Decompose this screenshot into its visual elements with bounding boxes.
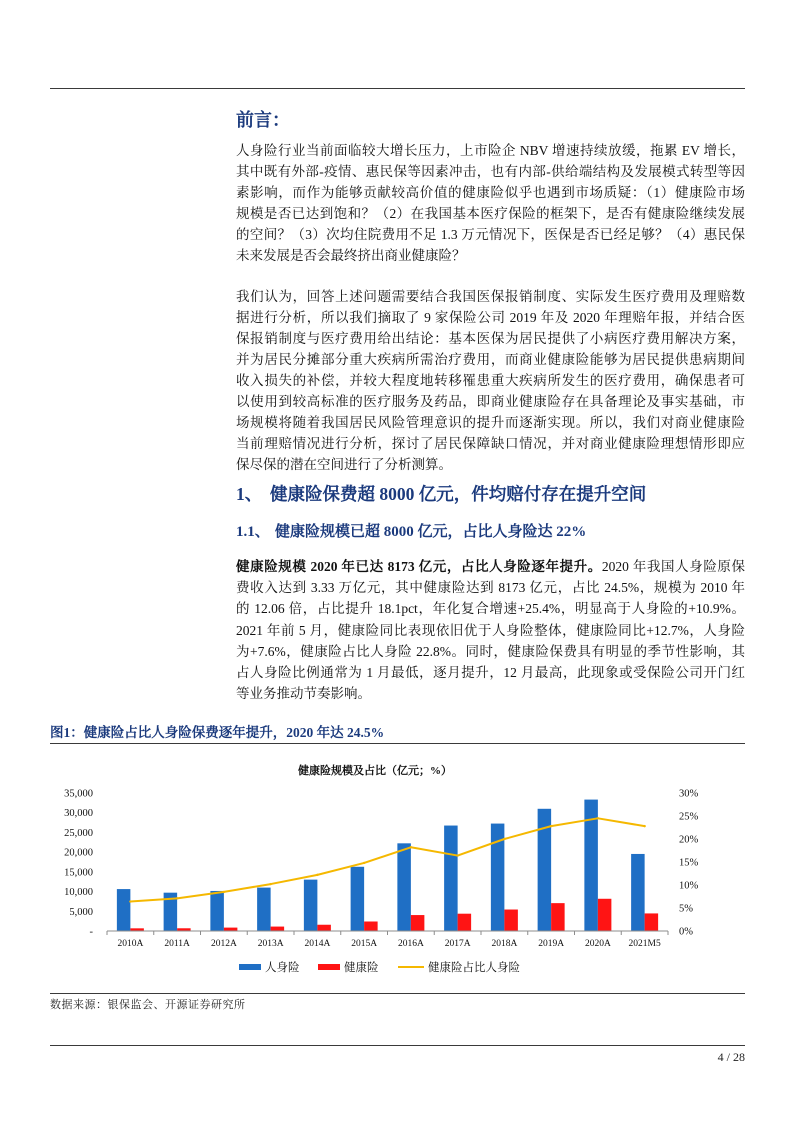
caption-rule	[50, 743, 745, 744]
y-right-tick-label: 15%	[679, 857, 699, 869]
paragraph-line: 未来发展是否会最终挤出商业健康险？	[236, 248, 466, 263]
paragraph-line: 当前理赔情况进行分析，探讨了居民保障缺口情况，并对商业健康险理想情形即应	[236, 436, 745, 451]
bar-health-insurance-2015A	[364, 921, 378, 931]
point-health-share-2012A	[223, 891, 225, 893]
line-health-share	[130, 818, 644, 901]
x-tick-label: 2016A	[397, 939, 424, 949]
legend-marker-health-insurance	[318, 964, 340, 970]
x-tick-label: 2011A	[164, 939, 190, 949]
x-tick-label: 2013A	[257, 939, 284, 949]
premium-chart	[50, 750, 745, 990]
y-left-tick-label: 35,000	[64, 788, 93, 800]
foreword-paragraph-2	[236, 286, 745, 475]
bar-health-insurance-2014A	[317, 925, 331, 931]
legend-label-life-insurance: 人身险	[265, 962, 300, 974]
bar-life-insurance-2012A	[210, 891, 224, 931]
paragraph-line: 保尽保的潜在空间进行了分析测算。	[236, 457, 452, 472]
x-tick-label: 2018A	[491, 939, 518, 949]
y-left-tick-label: 15,000	[64, 867, 93, 879]
y-left-tick-label: 10,000	[64, 887, 93, 899]
figure-caption: 图1：健康险占比人身险保费逐年提升，2020 年达 24.5%	[50, 725, 385, 740]
point-health-share-2017A	[456, 854, 458, 856]
foreword-heading: 前言：	[236, 110, 290, 130]
legend-label-health-insurance: 健康险	[344, 962, 379, 974]
x-tick-label: 2015A	[351, 939, 378, 949]
point-health-share-2019A	[550, 825, 552, 827]
paragraph-line: 收入损失的补偿，并较大程度地转移罹患重大疾病所发生的医疗费用，确保患者可	[236, 373, 745, 388]
y-right-tick-label: 25%	[679, 811, 699, 823]
y-right-tick-label: 0%	[679, 926, 693, 938]
page-number: 4 / 28	[717, 1050, 745, 1064]
y-left-tick-label: -	[89, 926, 93, 938]
y-right-tick-label: 10%	[679, 880, 699, 892]
bar-health-insurance-2021M5	[645, 913, 659, 931]
bar-life-insurance-2010A	[117, 889, 131, 931]
point-health-share-2016A	[410, 846, 412, 848]
bar-health-insurance-2017A	[458, 914, 472, 931]
paragraph-line: 保报销制度与医疗费用给出结论：基本医保为居民提供了小病医疗费用解决方案，	[236, 331, 745, 346]
paragraph-line: 的 12.06 倍，占比提升 18.1pct，年化复合增速+25.4%，明显高于人身险的+10.9%。	[236, 601, 745, 617]
bar-life-insurance-2021M5	[631, 854, 645, 931]
y-left-tick-label: 25,000	[64, 827, 93, 839]
paragraph-line: 等业务推动节奏影响。	[236, 686, 371, 702]
paragraph-line: 以使用到较高标准的医疗服务及药品，即商业健康险存在具备理论及事实基础，市	[236, 394, 745, 409]
bar-life-insurance-2014A	[304, 880, 318, 931]
header-rule	[50, 88, 745, 89]
bar-life-insurance-2016A	[397, 843, 411, 931]
y-left-tick-label: 30,000	[64, 808, 93, 820]
paragraph-line: 场规模将随着我国居民风险管理意识的提升而逐渐实现。所以，我们对商业健康险	[236, 415, 745, 430]
point-health-share-2011A	[176, 897, 178, 899]
point-health-share-2013A	[269, 883, 271, 885]
paragraph-line: 人身险行业当前面临较大增长压力，上市险企 NBV 增速持续放缓，拖累 EV 增长，	[236, 143, 745, 158]
bar-health-insurance-2013A	[271, 927, 285, 931]
point-health-share-2021M5	[643, 825, 645, 827]
bar-health-insurance-2020A	[598, 899, 612, 931]
point-health-share-2018A	[503, 838, 505, 840]
paragraph-line: 费收入达到 3.33 万亿元，其中健康险达到 8173 亿元，占比 24.5%，规模为 2010 年	[236, 580, 745, 596]
y-left-tick-label: 5,000	[69, 906, 93, 918]
legend-marker-life-insurance	[239, 964, 261, 970]
paragraph-line: 的空间？（3）次均住院费用不足 1.3 万元情况下，医保是否已经足够？（4）惠民保	[236, 227, 745, 242]
foreword-paragraph-1	[236, 140, 745, 266]
point-health-share-2014A	[316, 874, 318, 876]
section-heading	[236, 482, 646, 506]
paragraph-line: 并为居民分摊部分重大疾病所需治疗费用，而商业健康险能够为居民提供患病期间	[236, 352, 745, 367]
bar-health-insurance-2016A	[411, 915, 425, 931]
x-tick-label: 2019A	[538, 939, 565, 949]
paragraph-line: 我们认为，回答上述问题需要结合我国医保报销制度、实际发生医疗费用及理赔数	[236, 289, 745, 304]
paragraph-line: 据进行分析，所以我们摘取了 9 家保险公司 2019 年及 2020 年理赔年报，并结合医	[236, 310, 745, 325]
chart-bottom-rule	[50, 993, 745, 994]
paragraph-line: 为+7.6%，健康险占比人身险 22.8%。同时，健康险保费具有明显的季节性影响，其	[236, 643, 745, 659]
paragraph-line: 2021 年前 5 月，健康险同比表现依旧优于人身险整体，健康险同比+12.7%，人身险	[236, 622, 745, 638]
bar-health-insurance-2019A	[551, 903, 565, 931]
subsection-title: 健康险规模已超 8000 亿元，占比人身险达 22%	[275, 524, 587, 540]
paragraph-lead-bold: 健康险规模 2020 年已达 8173 亿元，占比人身险逐年提升。	[236, 559, 602, 574]
bar-life-insurance-2013A	[257, 888, 271, 931]
chart-title: 健康险规模及占比（亿元；%）	[298, 765, 452, 777]
bar-life-insurance-2017A	[444, 826, 458, 931]
subsection-number: 1.1、	[236, 524, 270, 540]
point-health-share-2010A	[129, 900, 131, 902]
paragraph-line-text: 2020 年我国人身险原保	[601, 559, 746, 574]
section-paragraph	[236, 556, 745, 704]
x-tick-label: 2014A	[304, 939, 331, 949]
section-number: 1、	[236, 484, 263, 504]
bar-health-insurance-2018A	[504, 910, 518, 931]
bar-health-insurance-2012A	[224, 928, 238, 931]
paragraph-line: 其中既有外部-疫情、惠民保等因素冲击，也有内部-供给端结构及发展模式转型等因	[236, 164, 745, 179]
footer-rule	[50, 1045, 745, 1046]
paragraph-line: 规模是否已达到饱和？（2）在我国基本医疗保险的框架下，是否有健康险继续发展	[236, 206, 745, 221]
legend-label-health-share: 健康险占比人身险	[428, 962, 520, 974]
section-title: 健康险保费超 8000 亿元，件均赔付存在提升空间	[270, 484, 647, 504]
subsection-heading	[236, 522, 586, 542]
bar-life-insurance-2015A	[351, 867, 365, 931]
point-health-share-2020A	[597, 817, 599, 819]
x-tick-label: 2012A	[210, 939, 237, 949]
x-tick-label: 2010A	[117, 939, 144, 949]
x-tick-label: 2017A	[444, 939, 471, 949]
data-source: 数据来源：银保监会、开源证券研究所	[50, 999, 246, 1011]
y-right-tick-label: 5%	[679, 903, 693, 915]
y-right-tick-label: 30%	[679, 788, 699, 800]
y-left-tick-label: 20,000	[64, 847, 93, 859]
paragraph-line: 素影响，而作为能够贡献较高价值的健康险似乎也遇到市场质疑：（1）健康险市场	[236, 185, 745, 200]
y-right-tick-label: 20%	[679, 834, 699, 846]
paragraph-line: 占人身险比例通常为 1 月最低，逐月提升，12 月最高，此现象或受保险公司开门红	[236, 664, 745, 680]
x-tick-label: 2020A	[584, 939, 611, 949]
point-health-share-2015A	[363, 862, 365, 864]
paragraph-line	[236, 556, 745, 577]
x-tick-label: 2021M5	[628, 939, 661, 949]
